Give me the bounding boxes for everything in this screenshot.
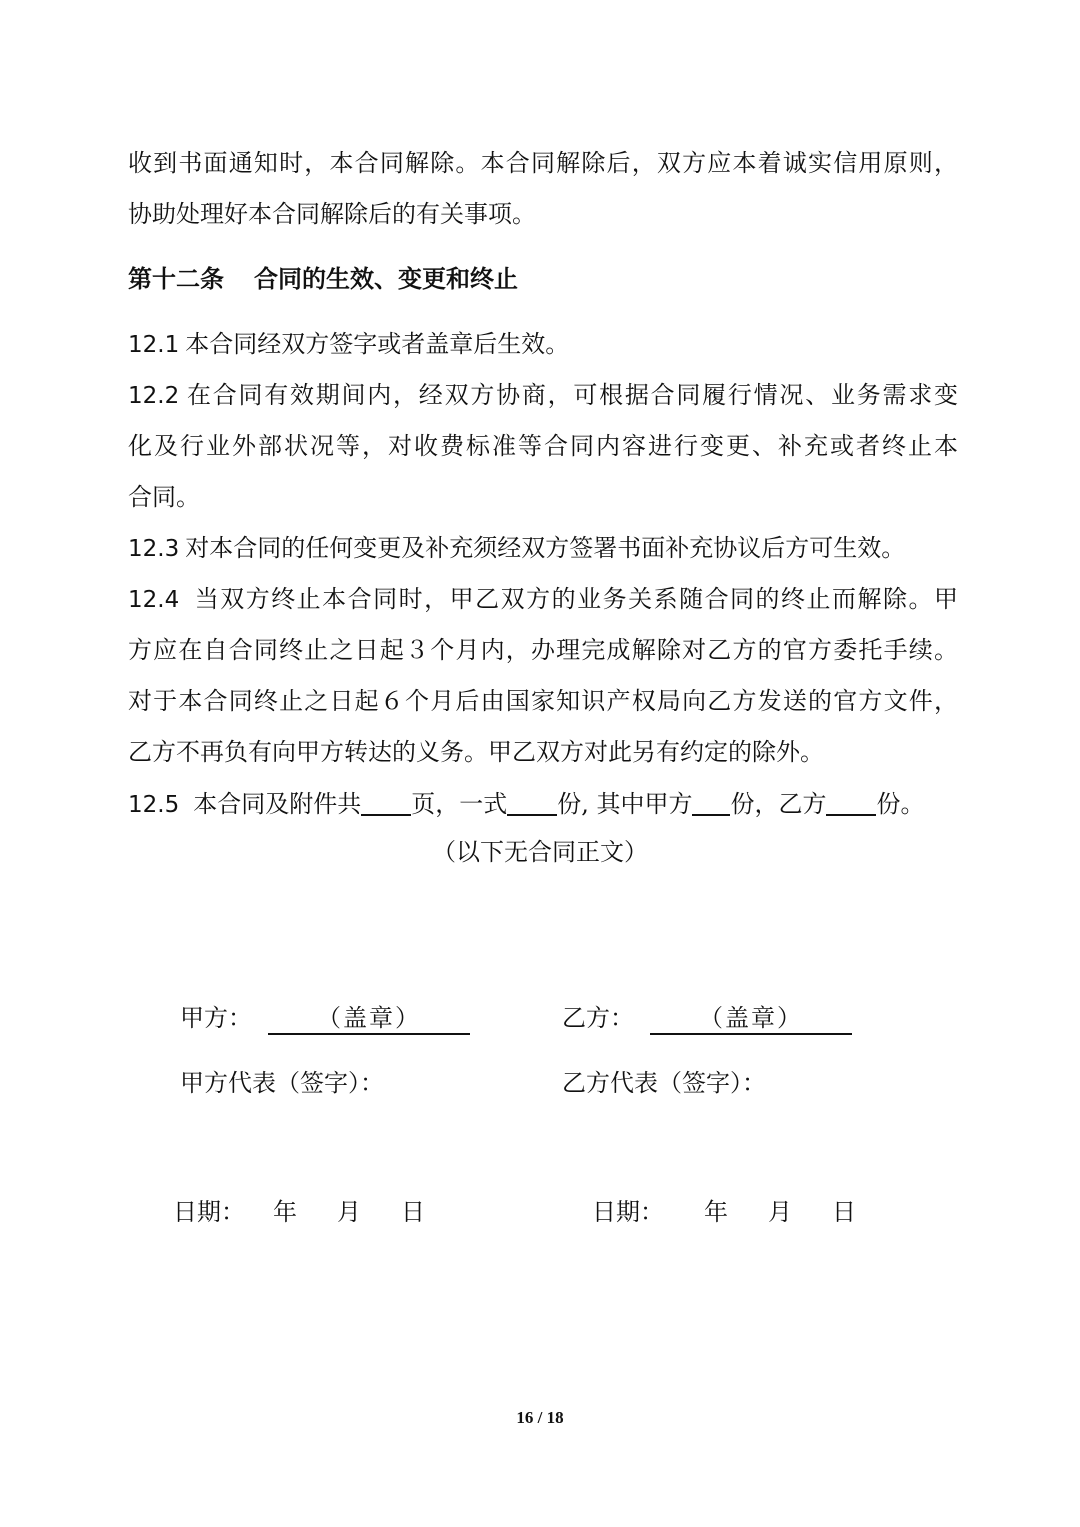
party-a-date-row — [173, 1197, 425, 1227]
party-a-copies-blank[interactable] — [692, 788, 730, 816]
party-b-label: 乙方： — [562, 1004, 634, 1032]
year-label: 年 — [273, 1198, 297, 1226]
party-a-label: 甲方： — [180, 1004, 252, 1032]
month-label: 月 — [768, 1198, 792, 1226]
clause-text: 页，一式 — [411, 790, 508, 818]
party-a-seal-row — [180, 1003, 470, 1035]
copies-blank[interactable] — [507, 788, 557, 816]
day-label: 日 — [832, 1198, 856, 1226]
year-label: 年 — [704, 1198, 728, 1226]
party-b-seal-field[interactable]: （盖章） — [650, 1003, 852, 1035]
clause-line: 对于本合同终止之日起６个月后由国家知识产权局向乙方发送的官方文件， — [128, 687, 958, 715]
article-heading — [128, 264, 958, 294]
article-number: 第十二条 — [128, 264, 224, 293]
clause-number: 12.5 — [128, 792, 180, 818]
date-label: 日期： — [592, 1198, 664, 1226]
clause-12-5 — [128, 788, 958, 820]
clause-line: 化及行业外部状况等，对收费标准等合同内容进行变更、补充或者终止本 — [128, 432, 958, 460]
date-label: 日期： — [173, 1198, 245, 1226]
party-b-representative: 乙方代表（签字）： — [562, 1069, 766, 1097]
clause-text: 本合同及附件共 — [193, 790, 362, 818]
party-a-seal-field[interactable]: （盖章） — [268, 1003, 470, 1035]
clause-12-4 — [128, 584, 958, 615]
clause-12-1 — [128, 329, 958, 360]
clause-number: 12.2 — [128, 383, 180, 409]
party-b-copies-blank[interactable] — [826, 788, 876, 816]
party-a-representative: 甲方代表（签字）： — [180, 1069, 384, 1097]
article-title: 合同的生效、变更和终止 — [254, 264, 518, 293]
clause-text: 对本合同的任何变更及补充须经双方签署书面补充协议后方可生效。 — [185, 534, 906, 562]
clause-number: 12.1 — [128, 332, 180, 358]
clause-line: 乙方不再负有向甲方转达的义务。甲乙双方对此另有约定的除外。 — [128, 738, 824, 766]
clause-number: 12.3 — [128, 536, 180, 562]
paragraph-line: 收到书面通知时，本合同解除。本合同解除后，双方应本着诚实信用原则， — [128, 149, 958, 177]
clause-text: 份，乙方 — [730, 790, 827, 818]
clause-12-2 — [128, 380, 958, 411]
party-b-date-row — [592, 1197, 856, 1227]
day-label: 日 — [401, 1198, 425, 1226]
party-b-seal-row — [562, 1003, 852, 1035]
page-number: 16 / 18 — [516, 1408, 564, 1427]
clause-text: 本合同经双方签字或者盖章后生效。 — [185, 330, 570, 358]
paragraph-line: 协助处理好本合同解除后的有关事项。 — [128, 200, 536, 228]
clause-text: 份, 其中甲方 — [557, 790, 693, 818]
clause-12-3 — [128, 533, 958, 564]
clause-number: 12.4 — [128, 587, 180, 613]
clause-line: 合同。 — [128, 483, 200, 511]
clause-text: 当双方终止本合同时，甲乙双方的业务关系随合同的终止而解除。甲 — [193, 585, 958, 613]
month-label: 月 — [337, 1198, 361, 1226]
clause-text: 份。 — [876, 790, 925, 818]
page-count-blank[interactable] — [361, 788, 411, 816]
end-of-contract-note: （以下无合同正文） — [432, 838, 648, 866]
clause-line: 方应在自合同终止之日起３个月内，办理完成解除对乙方的官方委托手续。 — [128, 636, 958, 664]
clause-text: 在合同有效期间内，经双方协商，可根据合同履行情况、业务需求变 — [185, 381, 958, 409]
